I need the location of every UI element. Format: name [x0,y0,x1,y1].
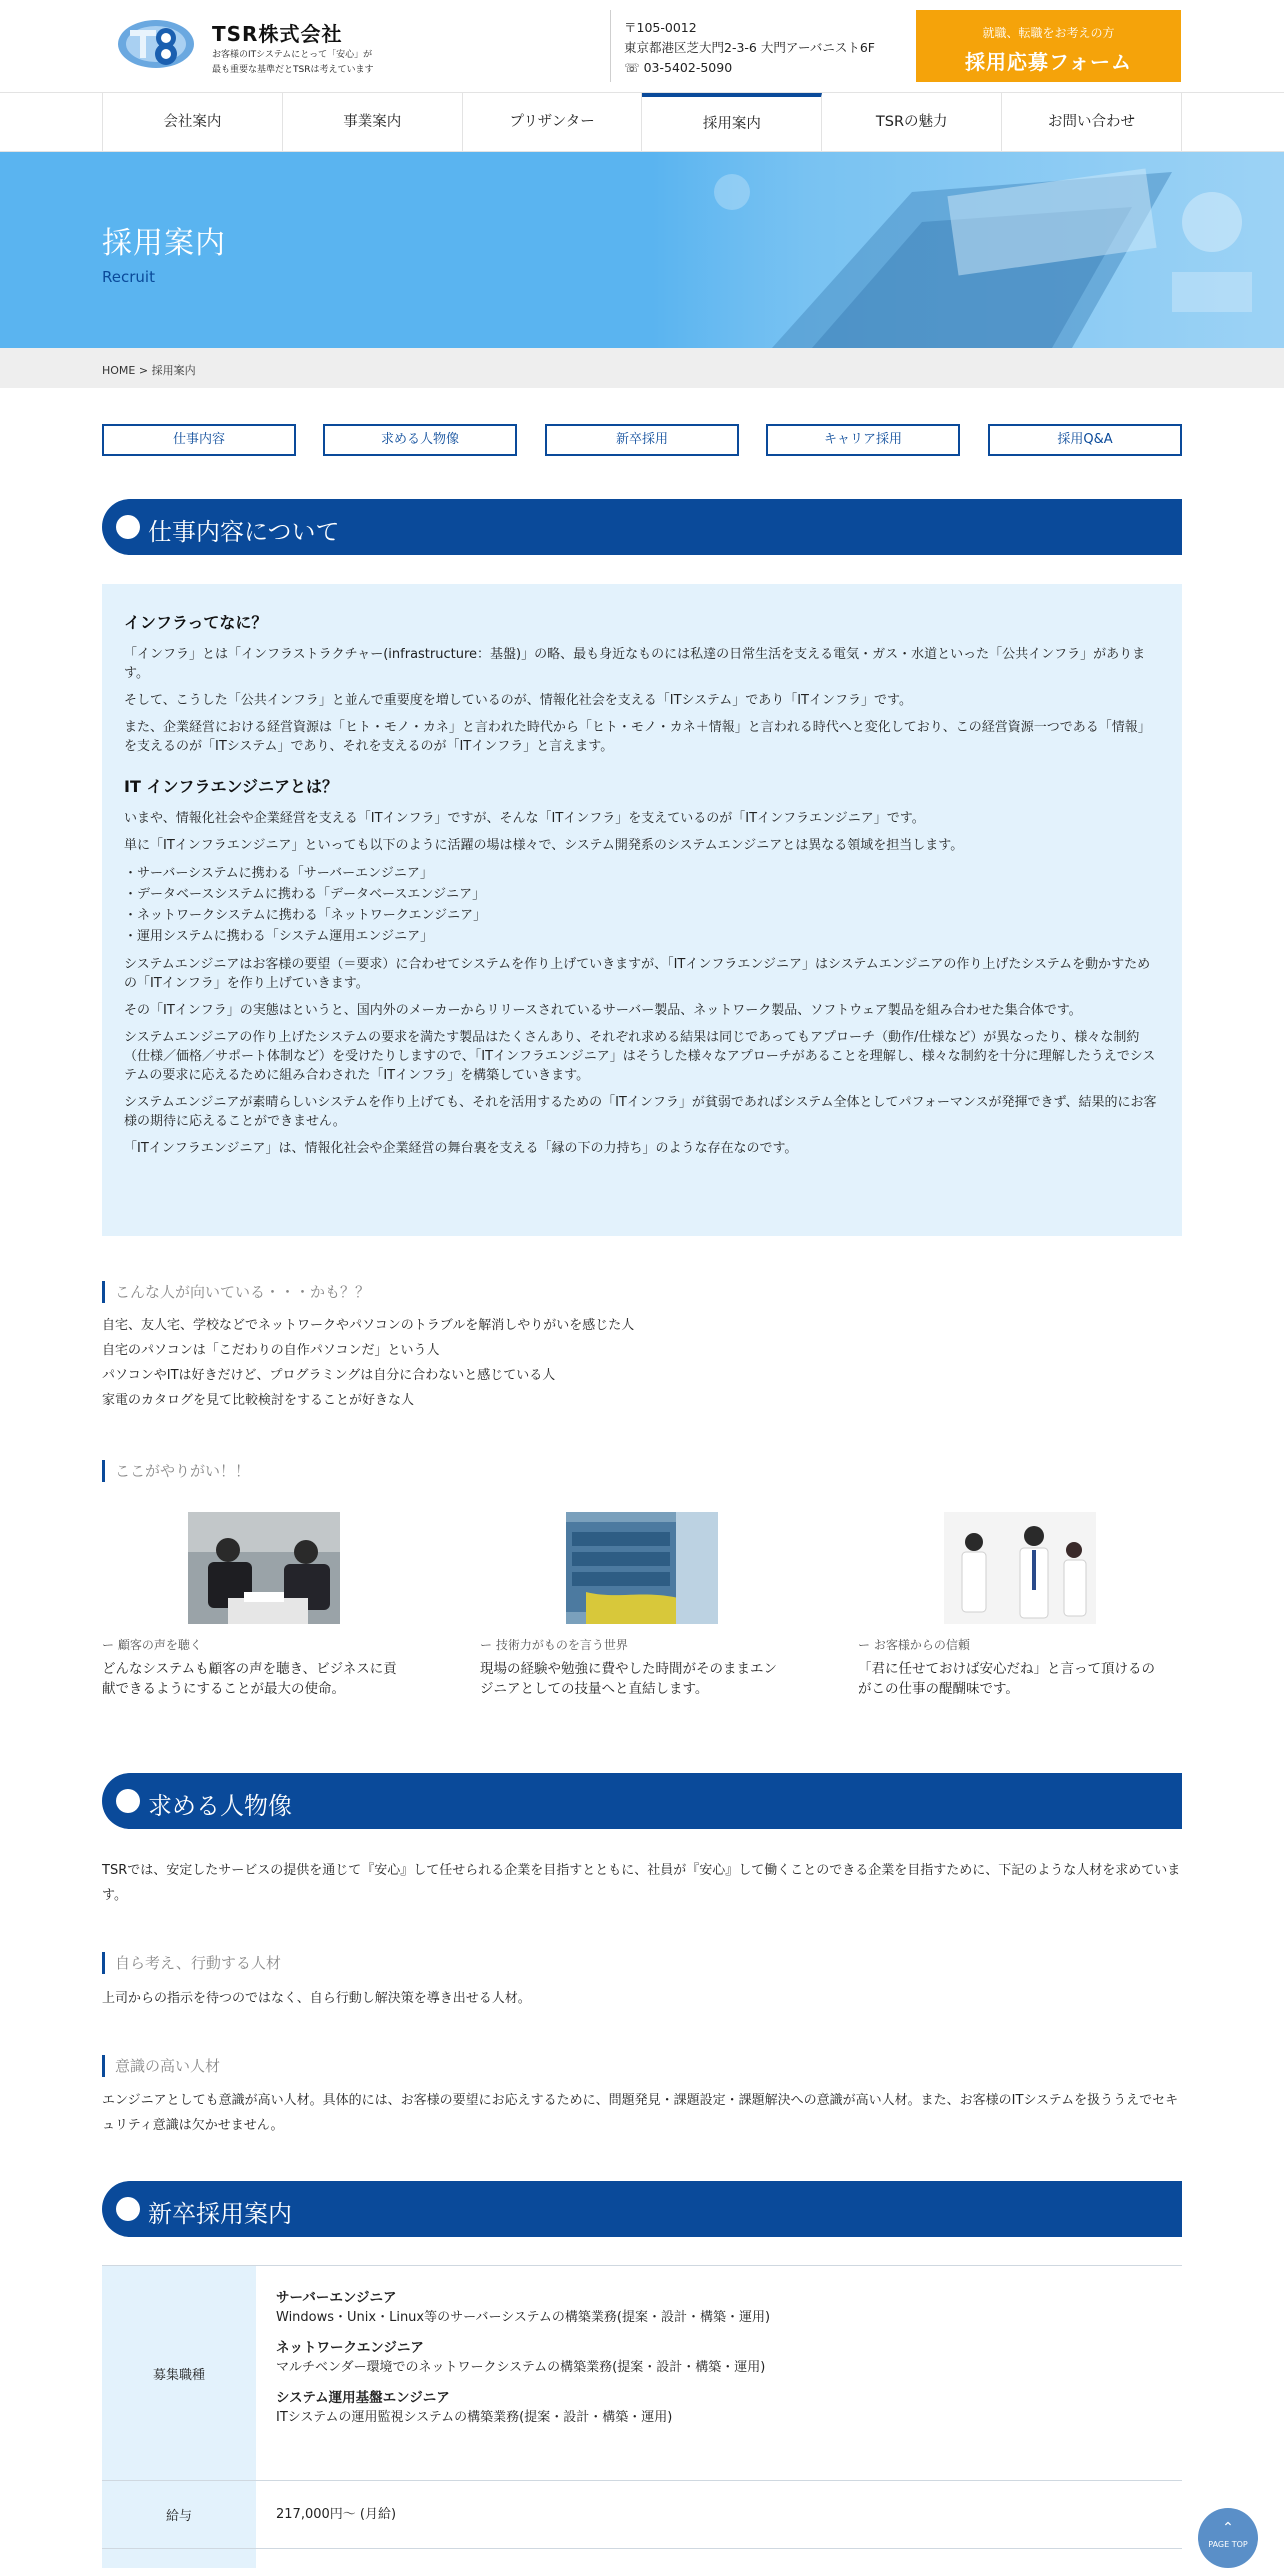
question-heading-1: インフラってなに？ [124,613,268,632]
global-nav [0,92,1284,152]
section-subnav [102,424,1182,456]
paragraph: その「ITインフラ」の実態はというと、国内外のメーカーからリリースされているサーバー製品、ネットワーク製品、ソフトウェア製品を組み合わせた集合体です。 [124,1003,1082,1018]
paragraph: システムエンジニアはお客様の要望（＝要求）に合わせてシステムを作り上げていきますが、「ITインフラエンジニア」はシステムエンジニアの作り上げたシステムを動かすための「ITインフラ」を作り上げていきます。 [124,957,1151,991]
nav-pleasanter[interactable]: プリザンター [463,93,643,151]
list-item: ・データベースシステムに携わる「データベースエンジニア」 [124,887,486,902]
rewarding-heading: ここがやりがい！！ [102,1460,250,1482]
list-item: ・サーバーシステムに携わる「サーバーエンジニア」 [124,866,433,881]
subnav-career[interactable]: キャリア採用 [766,424,960,456]
header-divider [610,10,611,82]
positions-cell [256,2266,1182,2480]
apply-button-subtext: 就職、転職をお考えの方 [982,26,1115,40]
phone-icon: ☏ [624,60,644,75]
nav-company[interactable]: 会社案内 [103,93,283,151]
new-grad-table [102,2265,1182,2568]
reward-card-label: ー お客様からの信頼 [858,1638,970,1652]
tsr-logo-icon[interactable] [116,16,200,72]
nav-business[interactable]: 事業案内 [283,93,463,151]
page-top-button[interactable] [1198,2508,1258,2568]
hero-laptop-image [652,152,1284,348]
ideal-text-2: エンジニアとしても意識が高い人材。具体的には、お客様の要望にお応えするために、問題発見・課題設定・課題解決への意識が高い人材。また、お客様のITシステムを扱ううえでセキュリティ意識は欠かせません。 [102,2093,1179,2133]
question-heading-2: IT インフラエンジニアとは？ [124,777,339,796]
tagline-line-1: お客様のITシステムにとって「安心」が [212,50,373,60]
infrastructure-info-box [102,584,1182,1236]
ideal-heading-2: 意識の高い人材 [102,2055,220,2077]
subnav-work[interactable]: 仕事内容 [102,424,296,456]
reward-card-label: ー 顧客の声を聴く [102,1638,202,1652]
ideal-person-intro: TSRでは、安定したサービスの提供を通じて『安心』して任せられる企業を目指すとともに、社員が『安心』して働くことのできる企業を目指すために、下記のような人材を求めています。 [102,1863,1181,1903]
street-address: 東京都港区芝大門2-3-6 大門アーバニスト6F [624,40,875,55]
section-title-text: 求める人物像 [148,1792,292,1820]
subnav-faq[interactable]: 採用Q&A [988,424,1182,456]
job-desc: ITシステムの運用監視システムの構築業務(提案・設計・構築・運用) [276,2410,673,2425]
salary-cell: 217,000円～ (月給) [276,2507,397,2522]
paragraph: 単に「ITインフラエンジニア」といっても以下のように活躍の場は様々で、システム開発系のシステムエンジニアとは異なる領域を担当します。 [124,838,964,853]
job-title: サーバーエンジニア [276,2290,397,2306]
apply-button-label: 採用応募フォーム [965,50,1132,74]
phone-line [624,58,875,78]
reward-card [858,1512,1158,1699]
paragraph: 「ITインフラエンジニア」は、情報化社会や企業経営の舞台裏を支える「縁の下の力持ち」のような存在なのです。 [124,1141,798,1156]
breadcrumb-text[interactable]: HOME > 採用案内 [102,364,196,377]
breadcrumb [0,348,1284,388]
reward-card-text: どんなシステムも顧客の声を聴き、ビジネスに貢献できるようにすることが最大の使命。 [102,1661,397,1697]
reward-card [102,1512,402,1699]
page-subtitle: Recruit [102,268,155,286]
postal-code: 〒105-0012 [624,20,697,35]
row-label-salary: 給与 [102,2481,256,2548]
paragraph: システムエンジニアの作り上げたシステムの要求を満たす製品はたくさんあり、それぞれ求める結果は同じであってもアプローチ（動作/仕様など）が異なったり、様々な制約（仕様／価格／サポート体制など）を受けたりしますので、「ITインフラエンジニア」はそうした様々なアプローチがあることを理解し、様々な制約を十分に理解したうえでシステムの要求に応えるために組み合わされた「ITインフラ」を構築していきます。 [124,1030,1156,1083]
table-row [102,2549,1182,2568]
site-header [0,0,1284,92]
list-item: ・ネットワークシステムに携わる「ネットワークエンジニア」 [124,908,487,923]
company-name[interactable]: TSR株式会社 [212,22,343,46]
row-label-next [102,2549,256,2568]
paragraph: 「インフラ」とは「インフラストラクチャー(infrastructure：基盤)」の略、最も身近なものには私達の日常生活を支える電気・ガス・水道といった「公共インフラ」があります。 [124,647,1146,681]
next-cell [256,2549,1182,2568]
suited-list [102,1313,634,1413]
section-title-text: 新卒採用案内 [148,2200,292,2228]
job-desc: マルチベンダー環境でのネットワークシステムの構築業務(提案・設計・構築・運用) [276,2360,766,2375]
page-title: 採用案内 [102,226,226,261]
job-title: システム運用基盤エンジニア [276,2390,450,2406]
table-row [102,2481,1182,2549]
staff-photo [944,1512,1096,1624]
nav-contact[interactable]: お問い合わせ [1002,93,1182,151]
subnav-ideal-person[interactable]: 求める人物像 [323,424,517,456]
section-dot-icon [116,2197,140,2221]
table-row [102,2266,1182,2481]
section-dot-icon [116,1789,140,1813]
section-title-work [102,499,1182,555]
reward-card [480,1512,780,1699]
paragraph: また、企業経営における経営資源は「ヒト・モノ・カネ」と言われた時代から「ヒト・モノ・カネ＋情報」と言われる時代へと変化しており、この経営資源一つである「情報」を支えるのが「ITシステム」であり、それを支えるのが「ITインフラ」と言えます。 [124,720,1151,754]
apply-form-button[interactable] [916,10,1181,82]
tagline-line-2: 最も重要な基準だとTSRは考えています [212,65,374,75]
list-item: 自宅のパソコンは「こだわりの自作パソコンだ」という人 [102,1343,440,1358]
reward-card-label: ー 技術力がものを言う世界 [480,1638,628,1652]
section-title-new-grad [102,2181,1182,2237]
paragraph: そして、こうした「公共インフラ」と並んで重要度を増しているのが、情報化社会を支える「ITシステム」であり「ITインフラ」です。 [124,693,912,708]
list-item: ・運用システムに携わる「システム運用エンジニア」 [124,929,434,944]
nav-recruit[interactable]: 採用案内 [642,93,822,151]
reward-card-text: 「君に任せておけば安心だね」と言って頂けるのがこの仕事の醍醐味です。 [858,1661,1155,1697]
phone-number[interactable]: 03-5402-5090 [643,60,733,75]
subnav-new-grad[interactable]: 新卒採用 [545,424,739,456]
row-label-positions: 募集職種 [102,2266,256,2480]
reward-card-text: 現場の経験や勉強に費やした時間がそのままエンジニアとしての技量へと直結します。 [480,1661,777,1697]
chevron-up-icon: ⌃ [1222,2520,1234,2536]
paragraph: いまや、情報化社会や企業経営を支える「ITインフラ」ですが、そんな「ITインフラ」を支えているのが「ITインフラエンジニア」です。 [124,811,925,826]
list-item: 家電のカタログを見て比較検討をすることが好きな人 [102,1393,415,1408]
section-title-text: 仕事内容について [148,518,340,546]
page-hero [0,152,1284,348]
server-photo [566,1512,718,1624]
company-address [624,18,875,78]
suited-heading: こんな人が向いている・・・かも？？ [102,1281,370,1303]
job-desc: Windows・Unix・Linux等のサーバーシステムの構築業務(提案・設計・構築・運用) [276,2310,771,2325]
ideal-heading-1: 自ら考え、行動する人材 [102,1952,281,1974]
paragraph: システムエンジニアが素晴らしいシステムを作り上げても、それを活用するための「ITインフラ」が貧弱であればシステム全体としてパフォーマンスが発揮できず、結果的にお客様の期待に応えることができません。 [124,1095,1157,1129]
engineer-types-list [124,863,1160,947]
meeting-photo [188,1512,340,1624]
job-title: ネットワークエンジニア [276,2340,424,2356]
list-item: パソコンやITは好きだけど、プログラミングは自分に合わないと感じている人 [102,1368,556,1383]
list-item: 自宅、友人宅、学校などでネットワークやパソコンのトラブルを解消しやりがいを感じた人 [102,1318,635,1333]
section-title-ideal-person [102,1773,1182,1829]
ideal-text-1: 上司からの指示を待つのではなく、自ら行動し解決策を導き出せる人材。 [102,1991,531,2006]
section-dot-icon [116,515,140,539]
page-top-label: PAGE TOP [1208,2540,1248,2549]
nav-appeal[interactable]: TSRの魅力 [822,93,1002,151]
